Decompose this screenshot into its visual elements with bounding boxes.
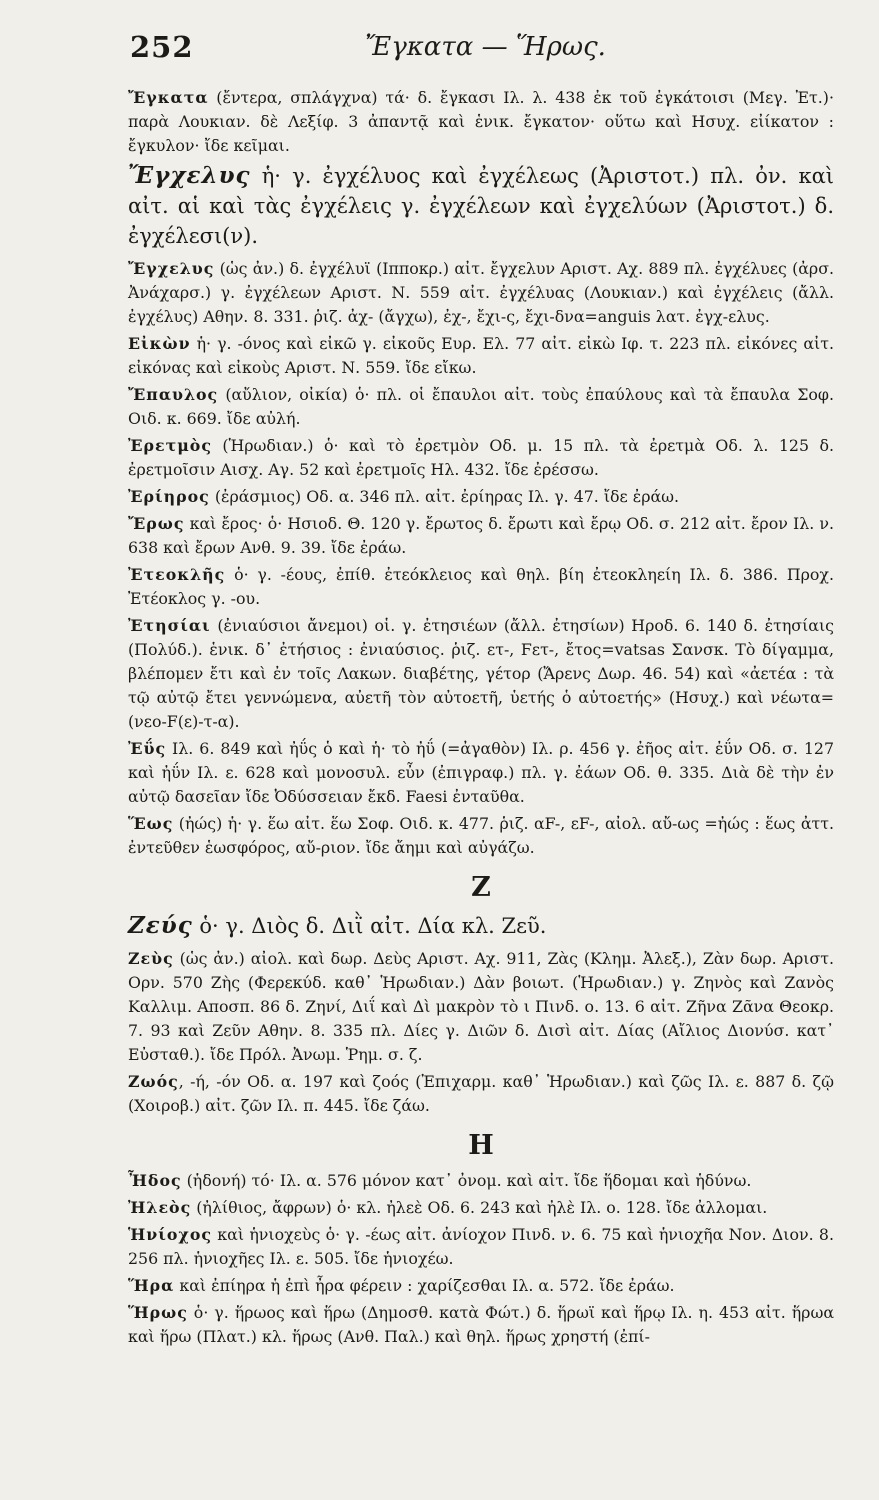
entry-eikon bbox=[128, 332, 834, 380]
entry-text: (ἐνιαύσιοι ἄνεμοι) οἱ. γ. ἐτησιέων (ἄλλ. ἐτησίων) Ηροδ. 6. 140 δ. ἐτησίαις (Πολύδ.). ἑνικ. δ᾽ ἐτήσιος : ἐνιαύσιος. ῥιζ. ετ-, Ϝετ-, ἔτος=vatsas Σανσκ. Τὸ δίγαμμα, βλέπομεν ἔτι καὶ ἐν τοῖς Λακων. διαβέτης, γέτορ (Ἄρενς Δωρ. 46. 54) καὶ «ἀετέα : τὰ τῷ αὐτῷ ἔτει γεννώμενα, αὐετῆ τὸν αὐτοετῆ, ὑετής ὁ αὐτοετής» (Ησυχ.) καὶ νέωτα=(νεο-F(ε)-τ-α). bbox=[128, 616, 834, 731]
entry-eys bbox=[128, 737, 834, 809]
entry-lemma: Ἦδος bbox=[128, 1171, 182, 1190]
entry-text: ὁ· γ. Διὸς δ. Διῒ αἰτ. Δία κλ. Ζεῦ. bbox=[192, 914, 547, 938]
entry-lemma: Ἔρως bbox=[128, 514, 185, 533]
entry-text: καὶ ἔρος· ὁ· Ησιοδ. Θ. 120 γ. ἔρωτος δ. ἔρωτι καὶ ἔρῳ Οδ. σ. 212 αἰτ. ἔρον Ιλ. ν. 638 καὶ ἔρων Ανθ. 9. 39. ἴδε ἐράω. bbox=[128, 514, 834, 557]
entry-lemma: Ἔγχελυς bbox=[128, 259, 215, 278]
entry-eriiros bbox=[128, 485, 834, 509]
entry-lemma: Ἥρα bbox=[128, 1276, 175, 1295]
entry-text: ὁ· γ. ἥρωος καὶ ἥρω (Δημοσθ. κατὰ Φώτ.) δ. ἥρωϊ καὶ ἥρῳ Ιλ. η. 453 αἰτ. ἥρωα καὶ ἥρω (Πλατ.) κλ. ἥρως (Ανθ. Παλ.) καὶ θηλ. ἥρως χρηστή (ἐπί- bbox=[128, 1303, 834, 1346]
entry-lemma: Ζωός bbox=[128, 1072, 179, 1091]
entry-zeus-main bbox=[128, 911, 834, 941]
entry-text: ἡ· γ. -όνος καὶ εἰκῶ γ. εἰκοῦς Ευρ. Ελ. 77 αἰτ. εἰκὼ Ιφ. τ. 223 πλ. εἰκόνες αἰτ. εἰκόνας καὶ εἰκοὺς Αριστ. Ν. 559. ἴδε εἴκω. bbox=[128, 334, 834, 377]
entry-lemma: Ἔγχελυς bbox=[128, 162, 251, 189]
entry-text: Ιλ. 6. 849 καὶ ἠΰς ὁ καὶ ἡ· τὸ ἠΰ (=ἀγαθὸν) Ιλ. ρ. 456 γ. ἐῆος αἰτ. ἐΰν Οδ. σ. 127 καὶ ἠΰν Ιλ. ε. 628 καὶ μονοσυλ. εὖν (ἐπιγραφ.) πλ. γ. ἐάων Οδ. θ. 335. Διὰ δὲ τὴν ἐν αὐτῷ δασεῖαν ἴδε Ὀδύσσειαν ἔκδ. Faesi ἐνταῦθα. bbox=[128, 739, 834, 806]
entry-text: καὶ ἐπίηρα ἡ ἐπὶ ἦρα φέρειν : χαρίζεσθαι Ιλ. α. 572. ἴδε ἐράω. bbox=[174, 1276, 675, 1295]
entry-lemma: Ἐΰς bbox=[128, 739, 167, 758]
entry-eniochos bbox=[128, 1223, 834, 1271]
entry-zeus bbox=[128, 947, 834, 1067]
entry-egchelys bbox=[128, 257, 834, 329]
entry-eleos bbox=[128, 1196, 834, 1220]
entry-lemma: Εἰκὼν bbox=[128, 334, 191, 353]
entry-edos bbox=[128, 1169, 834, 1193]
entry-text: (ὡς ἀν.) αἰολ. καὶ δωρ. Δεὺς Αριστ. Αχ. 911, Ζὰς (Κλημ. Ἀλεξ.), Ζὰν δωρ. Αριστ. Ορν. 570 Ζὴς (Φερεκύδ. καθ᾽ Ἡρωδιαν.) Δὰν βοιωτ. (Ἡρωδιαν.) γ. Ζηνὸς καὶ Ζανὸς Καλλιμ. Αποσπ. 86 δ. Ζηνί, Διΐ καὶ Δὶ μακρὸν τὸ ι Πινδ. ο. 13. 6 αἰτ. Ζῆνα Ζᾶνα Θεοκρ. 7. 93 καὶ Ζεῦν Αθην. 8. 335 πλ. Δίες γ. Διῶν δ. Δισὶ αἰτ. Δίας (Αἴλιος Διονύσ. κατ᾽ Εὐσταθ.). ἴδε Πρόλ. Ἀνωμ. Ῥημ. σ. ζ. bbox=[128, 949, 834, 1064]
entry-text: (ὡς ἀν.) δ. ἐγχέλυϊ (Ιπποκρ.) αἰτ. ἔγχελυν Αριστ. Αχ. 889 πλ. ἐγχέλυες (ἀρσ. Ἀνάχαρσ.) γ. ἐγχέλεων Αριστ. Ν. 559 αἰτ. ἐγχέλυας (Λουκιαν.) καὶ ἐγχέλεις (ἄλλ. ἐγχέλυς) Αθην. 8. 331. ῥιζ. ἀχ- (ἄγχω), ἐχ-, ἔχι-ς, ἔχι-δνα=anguis λατ. ἐγχ-ελυς. bbox=[128, 259, 834, 326]
entry-text: καὶ ἡνιοχεὺς ὁ· γ. -έως αἰτ. ἀνίοχον Πινδ. ν. 6. 75 καὶ ἡνιοχῆα Νον. Διον. 8. 256 πλ. ἡνιοχῆες Ιλ. ε. 505. ἴδε ἡνιοχέω. bbox=[128, 1225, 834, 1268]
entry-lemma: Ἐτησίαι bbox=[128, 616, 211, 635]
entry-eteokles bbox=[128, 563, 834, 611]
entry-lemma: Ἔγκατα bbox=[128, 88, 209, 107]
entry-etesiai bbox=[128, 614, 834, 734]
entry-lemma: Ζεύς bbox=[128, 912, 193, 939]
page-body bbox=[128, 86, 834, 1352]
entry-egchelys-main bbox=[128, 161, 834, 251]
entry-epaulos bbox=[128, 383, 834, 431]
entry-text: (ἡδονή) τό· Ιλ. α. 576 μόνον κατ᾽ ὀνομ. καὶ αἰτ. ἴδε ἥδομαι καὶ ἡδύνω. bbox=[181, 1171, 752, 1190]
entry-egkata bbox=[128, 86, 834, 158]
entry-text: (ἐράσμιος) Οδ. α. 346 πλ. αἰτ. ἐρίηρας Ιλ. γ. 47. ἴδε ἐράω. bbox=[209, 487, 680, 506]
entry-eros bbox=[128, 512, 834, 560]
entry-zoos bbox=[128, 1070, 834, 1118]
entry-lemma: Ἐρετμὸς bbox=[128, 436, 212, 455]
entry-text: (ἠώς) ἡ· γ. ἕω αἰτ. ἕω Σοφ. Οιδ. κ. 477. ῥιζ. αF-, εF-, αἰολ. αὔ-ως =ἠώς : ἕως ἀττ. ἐντεῦθεν ἑωσφόρος, αὔ-ριον. ἴδε ἄημι καὶ αὐγάζω. bbox=[128, 814, 834, 857]
entry-lemma: Ἔπαυλος bbox=[128, 385, 219, 404]
entry-era bbox=[128, 1274, 834, 1298]
entry-text: (Ἡρωδιαν.) ὁ· καὶ τὸ ἐρετμὸν Οδ. μ. 15 πλ. τὰ ἐρετμὰ Οδ. λ. 125 δ. ἐρετμοῖσιν Αισχ. Αγ. 52 καὶ ἐρετμοῖς Ηλ. 432. ἴδε ἐρέσσω. bbox=[128, 436, 834, 479]
entry-eos bbox=[128, 812, 834, 860]
entry-lemma: Ἐτεοκλῆς bbox=[128, 565, 226, 584]
entry-lemma: Ἡνίοχος bbox=[128, 1225, 212, 1244]
entry-text: (αὔλιον, οἰκία) ὁ· πλ. οἱ ἔπαυλοι αἰτ. τοὺς ἐπαύλους καὶ τὰ ἔπαυλα Σοφ. Οιδ. κ. 669. ἴδε αὐλή. bbox=[128, 385, 834, 428]
section-letter-h: Η bbox=[468, 1130, 494, 1161]
entry-lemma: Ἐρίηρος bbox=[128, 487, 210, 506]
page-number: 252 bbox=[130, 30, 194, 64]
entry-eretmos bbox=[128, 434, 834, 482]
page-header bbox=[130, 30, 830, 70]
entry-text: ὁ· γ. -έους, ἐπίθ. ἐτεόκλειος καὶ θηλ. βίη ἐτεοκληείη Ιλ. δ. 386. Προχ. Ἐτέοκλος γ. -ου. bbox=[128, 565, 834, 608]
entry-lemma: Ἠλεὸς bbox=[128, 1198, 192, 1217]
entry-text: , -ή, -όν Οδ. α. 197 καὶ ζοός (Ἐπιχαρμ. καθ᾽ Ἡρωδιαν.) καὶ ζῶς Ιλ. ε. 887 δ. ζῷ (Χοιροβ.) αἰτ. ζῶν Ιλ. π. 445. ἴδε ζάω. bbox=[128, 1072, 834, 1115]
entry-lemma: Ἕως bbox=[128, 814, 174, 833]
entry-text: (ἔντερα, σπλάγχνα) τά· δ. ἔγκασι Ιλ. λ. 438 ἐκ τοῦ ἐγκάτοισι (Μεγ. Ἐτ.)· παρὰ Λουκιαν. δὲ Λεξίφ. 3 ἀπαντᾷ καὶ ἑνικ. ἔγκατον· οὕτω καὶ Ησυχ. εἰίκατον : ἔγκυλον· ἴδε κεῖμαι. bbox=[128, 88, 834, 155]
entry-eros-hero bbox=[128, 1301, 834, 1349]
entry-text: (ἠλίθιος, ἄφρων) ὁ· κλ. ἠλεὲ Οδ. 6. 243 καὶ ἠλὲ Ιλ. ο. 128. ἴδε ἀλλομαι. bbox=[191, 1198, 768, 1217]
entry-lemma: Ἥρως bbox=[128, 1303, 188, 1322]
entry-lemma: Ζεὺς bbox=[128, 949, 174, 968]
entry-text: ἡ· γ. ἐγχέλυος καὶ ἐγχέλεως (Ἀριστοτ.) πλ. ὀν. καὶ αἰτ. αἱ καὶ τὰς ἐγχέλεις γ. ἐγχέλεων καὶ ἐγχελύων (Ἀριστοτ.) δ. ἐγχέλεσι(ν). bbox=[128, 164, 834, 248]
running-title: Ἔγκατα — Ἥρως. bbox=[365, 32, 606, 62]
section-letter-z: Ζ bbox=[471, 872, 491, 903]
